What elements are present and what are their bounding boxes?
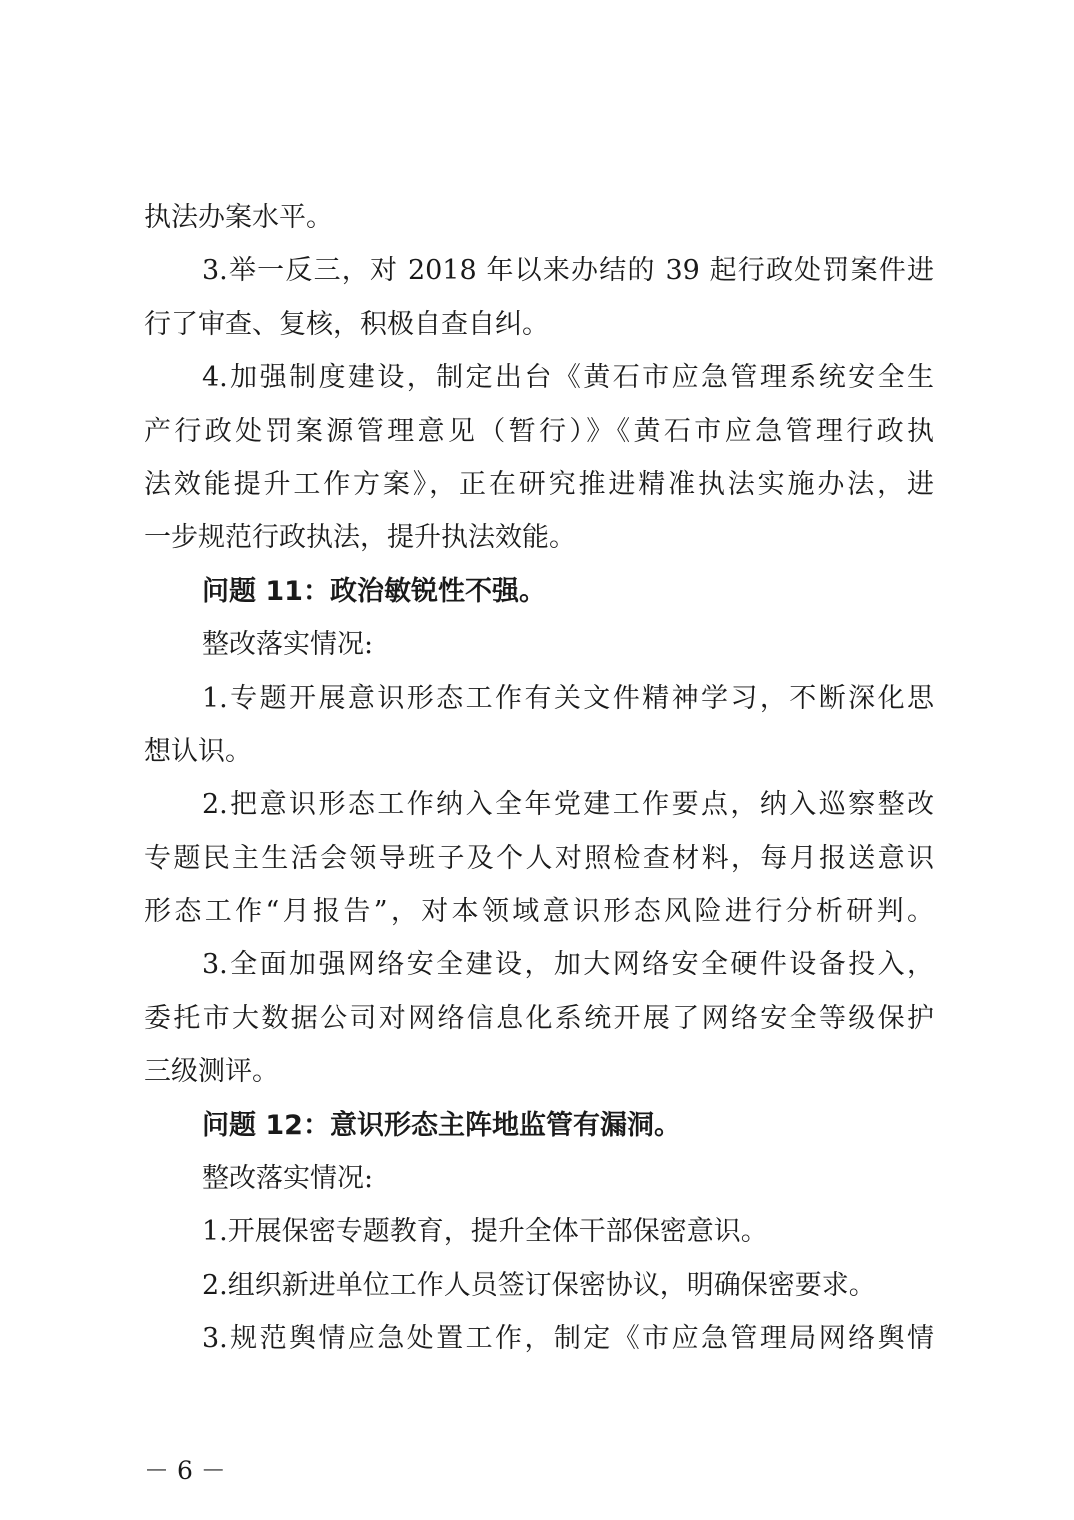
body-line: 1.开展保密专题教育，提升全体干部保密意识。 (202, 1216, 768, 1248)
issue-heading: 问题 12：意识形态主阵地监管有漏洞。 (202, 1109, 681, 1141)
body-line: 想认识。 (144, 735, 252, 767)
body-line: 专题民主生活会领导班子及个人对照检查材料，每月报送意识 (144, 842, 934, 874)
body-line: 1.专题开展意识形态工作有关文件精神学习，不断深化思 (202, 682, 934, 714)
body-line: 委托市大数据公司对网络信息化系统开展了网络安全等级保护 (144, 1002, 934, 1034)
body-line: 2.组织新进单位工作人员签订保密协议，明确保密要求。 (202, 1269, 876, 1301)
body-line: 4.加强制度建设，制定出台《黄石市应急管理系统安全生 (202, 362, 934, 394)
body-line: 3.规范舆情应急处置工作，制定《市应急管理局网络舆情 (202, 1323, 934, 1355)
body-line: 一步规范行政执法，提升执法效能。 (144, 522, 576, 554)
subheading: 整改落实情况: (202, 629, 374, 661)
subheading: 整改落实情况: (202, 1163, 374, 1195)
body-line: 法效能提升工作方案》，正在研究推进精准执法实施办法，进 (144, 468, 934, 500)
body-line: 2.把意识形态工作纳入全年党建工作要点，纳入巡察整改 (202, 789, 934, 821)
document-body (144, 191, 934, 1366)
page-number: － 6 － (144, 1456, 226, 1485)
body-line: 产行政处罚案源管理意见（暂行）》《黄石市应急管理行政执 (144, 415, 934, 447)
issue-heading: 问题 11：政治敏锐性不强。 (202, 575, 546, 607)
body-line: 3.全面加强网络安全建设，加大网络安全硬件设备投入， (202, 949, 934, 981)
body-line: 形态工作“月报告”，对本领域意识形态风险进行分析研判。 (144, 896, 934, 928)
body-line: 三级测评。 (144, 1056, 279, 1088)
body-line: 行了审查、复核，积极自查自纠。 (144, 308, 549, 340)
body-line: 执法办案水平。 (144, 202, 333, 233)
body-line: 3.举一反三，对 2018 年以来办结的 39 起行政处罚案件进 (202, 255, 934, 287)
